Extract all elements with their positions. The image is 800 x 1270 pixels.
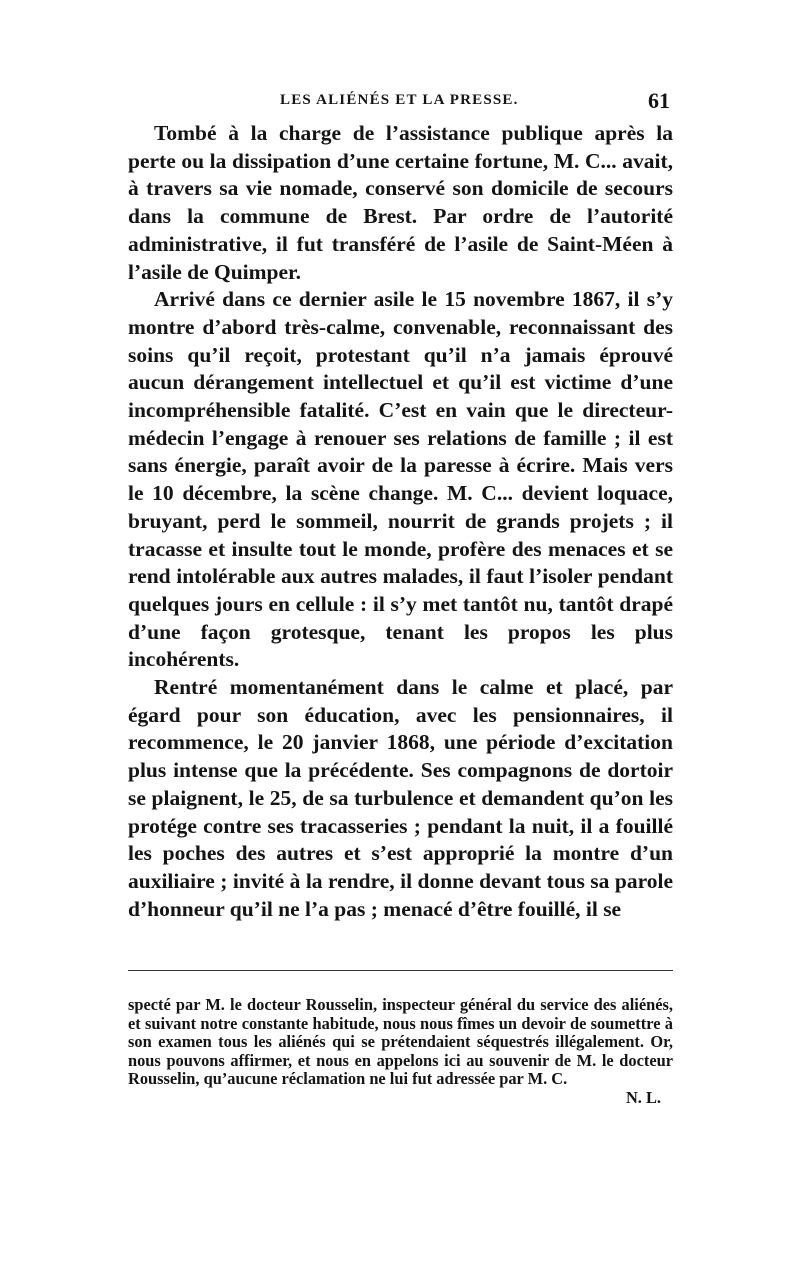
paragraph: Arrivé dans ce dernier asile le 15 novembre 1867, il s’y montre d’abord très-calme, convenable, reconnaissant des soins qu’il reçoit, protestant qu’il n’a jamais éprouvé aucun dérangement intellectuel et qu’il est victime d’une incompréhensible fatalité. C’est en vain que le directeur-médecin l’engage à renouer ses relations de famille ; il est sans énergie, paraît avoir de la paresse à écrire. Mais vers le 10 décembre, la scène change. M. C... devient loquace, bruyant, perd le sommeil, nourrit de grands projets ; il tracasse et insulte tout le monde, profère des menaces et se rend intolérable aux autres malades, il faut l’isoler pendant quelques jours en cellule : il s’y met tantôt nu, tantôt drapé d’une façon grotesque, tenant les propos les plus incohérents. <box>128 287 673 672</box>
running-head <box>130 88 670 118</box>
footnote <box>128 996 673 1108</box>
body-text <box>128 120 673 923</box>
page-number: 61 <box>648 88 670 113</box>
paragraph: Tombé à la charge de l’assistance publique après la perte ou la dissipation d’une certaine fortune, M. C... avait, à travers sa vie nomade, conservé son domicile de secours dans la commune de Brest. Par ordre de l’autorité administrative, il fut transféré de l’asile de Saint-Méen à l’asile de Quimper. <box>128 121 673 284</box>
paragraph: Rentré momentanément dans le calme et placé, par égard pour son éducation, avec les pensionnaires, il recommence, le 20 janvier 1868, une période d’excitation plus intense que la précédente. Ses compagnons de dortoir se plaignent, le 25, de sa turbulence et demandent qu’on les protége contre ses tracasseries ; pendant la nuit, il a fouillé les poches des autres et s’est approprié la montre d’un auxiliaire ; invité à la rendre, il donne devant tous sa parole d’honneur qu’il ne l’a pas ; menacé d’être fouillé, il se <box>128 675 673 921</box>
running-title: LES ALIÉNÉS ET LA PRESSE. <box>280 92 519 108</box>
footnote-rule <box>128 970 673 971</box>
footnote-signature: N. L. <box>625 1087 661 1107</box>
footnote-text: specté par M. le docteur Rousselin, inspecteur général du service des aliénés, et suivant notre constante habitude, nous nous fîmes un devoir de soumettre à son examen tous les aliénés qui se prétendaient séquestrés illégalement. Or, nous pouvons affirmer, et nous en appelons ici au souvenir de M. le docteur Rousselin, qu’aucune réclamation ne lui fut adressée par M. C. <box>128 995 673 1089</box>
